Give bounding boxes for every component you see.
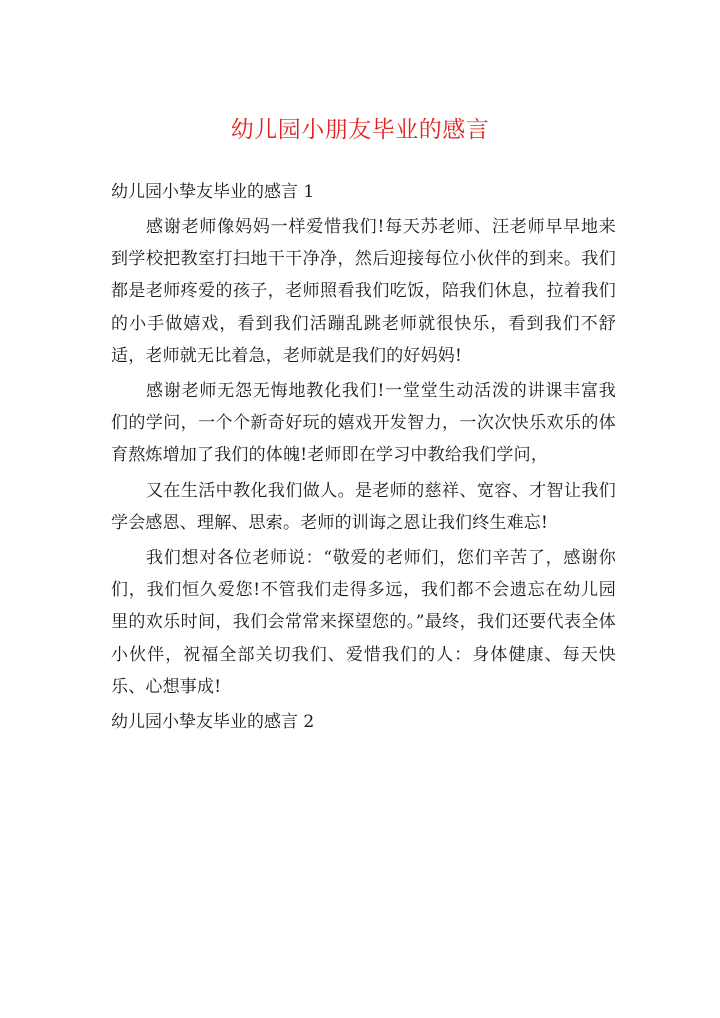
paragraph-2: 感谢老师无怨无悔地教化我们!一堂堂生动活泼的讲课丰富我们的学问，一个个新奇好玩的嬉戏开发智力，一次次快乐欢乐的体育熬炼增加了我们的体魄!老师即在学习中教给我们学问， xyxy=(111,381,616,466)
section-heading-2: 幼儿园小挚友毕业的感言 2 xyxy=(111,712,315,733)
document-body xyxy=(111,176,616,738)
paragraph-1: 感谢老师像妈妈一样爱惜我们!每天苏老师、汪老师早早地来到学校把教室打扫地干干净净，然后迎接每位小伙伴的到来。我们都是老师疼爱的孩子，老师照看我们吃饭，陪我们休息，拉着我们的小手做嬉戏，看到我们活蹦乱跳老师就很快乐，看到我们不舒适，老师就无比着急，老师就是我们的好妈妈! xyxy=(111,217,616,366)
paragraph-3: 又在生活中教化我们做人。是老师的慈祥、宽容、才智让我们学会感恩、理解、思索。老师的训诲之恩让我们终生难忘! xyxy=(111,480,616,533)
section-heading-1: 幼儿园小挚友毕业的感言 1 xyxy=(111,182,315,202)
paragraph-4: 我们想对各位老师说：“敬爱的老师们，您们辛苦了，感谢你们，我们恒久爱您!不管我们走得多远，我们都不会遗忘在幼儿园里的欢乐时间，我们会常常来探望您的。”最终，我们还要代表全体小伙伴，祝福全部关切我们、爱惜我们的人：身体健康、每天快乐、心想事成! xyxy=(111,548,616,697)
document-title: 幼儿园小朋友毕业的感言 xyxy=(230,117,490,143)
